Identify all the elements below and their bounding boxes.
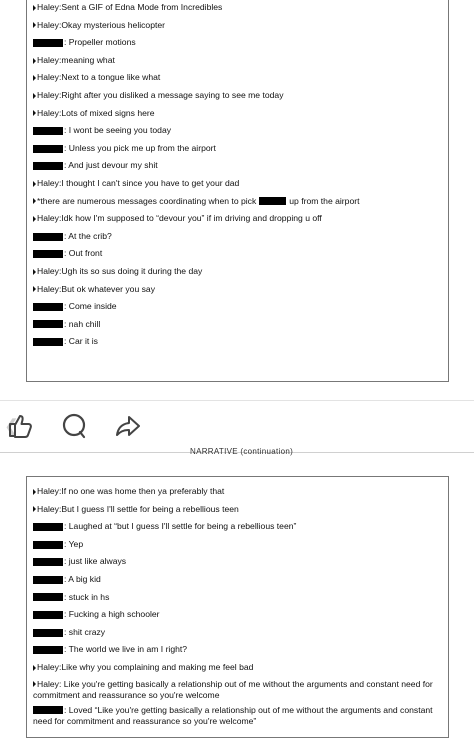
message-line xyxy=(33,140,442,158)
sender-name: Haley xyxy=(37,265,59,276)
bullet-marker xyxy=(33,58,36,64)
message-text: : Unless you pick me up from the airport xyxy=(64,142,216,153)
message-text: But I guess I'll settle for being a rebellious teen xyxy=(61,503,239,514)
message-line xyxy=(33,571,442,589)
message-line xyxy=(33,333,442,351)
message-text: Lots of mixed signs here xyxy=(61,107,155,118)
message-text: : And just devour my shit xyxy=(64,160,158,171)
message-text: I thought I can't since you have to get your dad xyxy=(61,177,240,188)
redacted-name xyxy=(33,558,63,566)
redacted-name xyxy=(33,250,63,258)
bullet-marker xyxy=(33,665,36,671)
message-text: Like you're getting basically a relationship out of me without the arguments and constant need for commitment and reassurance so you're welcome xyxy=(33,678,433,701)
message-line: Haley : Idk how I'm supposed to “devour you” if im driving and dropping u off xyxy=(33,210,442,228)
message-text: : I wont be seeing you today xyxy=(64,125,172,136)
message-text: : Loved “Like you're getting basically a relationship out of me without the arguments and constant need for commitment and reassurance so you're welcome” xyxy=(33,704,433,727)
sender-name: Haley xyxy=(37,283,59,294)
message-line xyxy=(33,34,442,52)
message-line xyxy=(33,536,442,554)
message-text: : shit crazy xyxy=(64,626,106,637)
redacted-name xyxy=(33,145,63,153)
redacted-name xyxy=(33,611,63,619)
message-text: : Yep xyxy=(64,538,84,549)
message-list-top xyxy=(33,0,442,351)
message-line: Haley : Like why you complaining and making me feel bad xyxy=(33,659,442,677)
redacted-name xyxy=(33,162,63,170)
sender-name: Haley xyxy=(37,107,59,118)
bullet-marker xyxy=(33,93,36,99)
message-line: Haley : If no one was home then ya preferably that xyxy=(33,483,442,501)
redacted-name xyxy=(33,320,63,328)
bullet-marker xyxy=(33,489,36,495)
message-line: Haley : Next to a tongue like what xyxy=(33,69,442,87)
sender-name: Haley xyxy=(37,661,59,672)
redacted-name xyxy=(33,39,63,47)
message-line xyxy=(33,228,442,246)
bullet-marker xyxy=(33,269,36,275)
sender-name: Haley xyxy=(37,2,59,12)
redacted-name xyxy=(33,706,63,714)
sender-name: Haley xyxy=(37,89,59,100)
message-line xyxy=(33,624,442,642)
message-line: Haley : meaning what xyxy=(33,52,442,70)
sender-name: Haley xyxy=(37,213,59,224)
sender-name: Haley xyxy=(37,486,59,496)
sender-name: Haley xyxy=(37,72,59,83)
message-text: Ugh its so sus doing it during the day xyxy=(61,265,203,276)
redacted-name xyxy=(33,593,63,601)
message-line: Haley : I thought I can't since you have to get your dad xyxy=(33,175,442,193)
bullet-marker xyxy=(33,198,36,204)
thumbs-up-icon[interactable] xyxy=(7,412,35,440)
message-text: : nah chill xyxy=(64,318,101,329)
redacted-name xyxy=(33,646,63,654)
redacted-name xyxy=(33,233,63,241)
share-icon[interactable] xyxy=(114,412,142,440)
message-text: meaning what xyxy=(61,54,115,65)
message-text: Idk how I'm supposed to “devour you” if im driving and dropping u off xyxy=(61,213,322,224)
message-text: : At the crib? xyxy=(64,230,112,241)
message-line: Haley : Right after you disliked a message saying to see me today xyxy=(33,87,442,105)
redacted-name xyxy=(33,127,63,135)
chevron-left-icon[interactable]: ❮ xyxy=(4,416,20,436)
bullet-marker xyxy=(33,216,36,222)
redacted-name xyxy=(33,523,63,531)
message-text: Right after you disliked a message saying to see me today xyxy=(61,89,284,100)
message-text: If no one was home then ya preferably that xyxy=(61,486,225,496)
message-line: Haley : But I guess I'll settle for being a rebellious teen xyxy=(33,501,442,519)
bullet-marker xyxy=(33,286,36,292)
message-line: Haley : But ok whatever you say xyxy=(33,281,442,299)
message-line xyxy=(33,122,442,140)
message-text: up from the airport xyxy=(289,195,360,206)
message-text: : Come inside xyxy=(64,301,117,312)
message-line xyxy=(33,298,442,316)
sender-name: Haley xyxy=(37,503,59,514)
message-line: Haley : Sent a GIF of Edna Mode from Incredibles xyxy=(33,0,442,17)
message-line xyxy=(33,518,442,536)
sender-name: Haley xyxy=(37,54,59,65)
message-text: : Car it is xyxy=(64,336,98,347)
message-text: Next to a tongue like what xyxy=(61,72,161,83)
transcript-panel-bottom xyxy=(26,476,449,738)
transcript-panel-top xyxy=(26,0,449,382)
bullet-marker xyxy=(33,22,36,28)
message-text: Okay mysterious helicopter xyxy=(61,19,166,30)
redacted-name xyxy=(259,197,286,205)
post-action-bar xyxy=(0,400,474,452)
message-line xyxy=(33,703,442,729)
message-text: : stuck in hs xyxy=(64,591,110,602)
message-text: : Propeller motions xyxy=(64,37,136,48)
message-text: : The world we live in am I right? xyxy=(64,644,188,655)
message-line xyxy=(33,316,442,334)
message-text: But ok whatever you say xyxy=(61,283,155,294)
message-text: : Out front xyxy=(64,248,103,259)
comment-icon[interactable] xyxy=(60,412,88,440)
redacted-name xyxy=(33,629,63,637)
message-list-bottom xyxy=(33,483,442,729)
sender-name: Haley xyxy=(37,678,59,689)
redacted-name xyxy=(33,576,63,584)
message-text: : just like always xyxy=(64,556,127,567)
message-text: Sent a GIF of Edna Mode from Incredibles xyxy=(61,2,223,12)
message-line xyxy=(33,157,442,175)
message-text: *there are numerous messages coordinating when to pick xyxy=(37,195,257,206)
bullet-marker xyxy=(33,110,36,116)
message-line xyxy=(33,193,442,211)
redacted-name xyxy=(33,541,63,549)
message-line xyxy=(33,245,442,263)
redacted-name xyxy=(33,303,63,311)
bullet-marker xyxy=(33,5,36,11)
bullet-marker xyxy=(33,681,36,687)
message-line: Haley : Okay mysterious helicopter xyxy=(33,17,442,35)
sender-name: Haley xyxy=(37,177,59,188)
message-text: : A big kid xyxy=(64,573,101,584)
message-line xyxy=(33,553,442,571)
divider xyxy=(0,400,474,401)
message-line xyxy=(33,641,442,659)
bullet-marker xyxy=(33,181,36,187)
redacted-name xyxy=(33,338,63,346)
message-text: Like why you complaining and making me feel bad xyxy=(61,661,254,672)
message-line: Haley : Ugh its so sus doing it during the day xyxy=(33,263,442,281)
message-line: Haley: Like you're getting basically a relationship out of me without the arguments and constant need for commitment and reassurance so you're welcome xyxy=(33,678,433,701)
message-text: : Laughed at “but I guess I'll settle for being a rebellious teen” xyxy=(64,521,297,532)
message-line xyxy=(33,589,442,607)
section-header xyxy=(0,447,474,476)
bullet-marker xyxy=(33,75,36,81)
message-line: Haley : Lots of mixed signs here xyxy=(33,105,442,123)
sender-name: Haley xyxy=(37,19,59,30)
message-line xyxy=(33,606,442,624)
message-text: : Fucking a high schooler xyxy=(64,609,160,620)
bullet-marker xyxy=(33,506,36,512)
section-header-text: NARRATIVE (continuation) xyxy=(190,447,294,456)
